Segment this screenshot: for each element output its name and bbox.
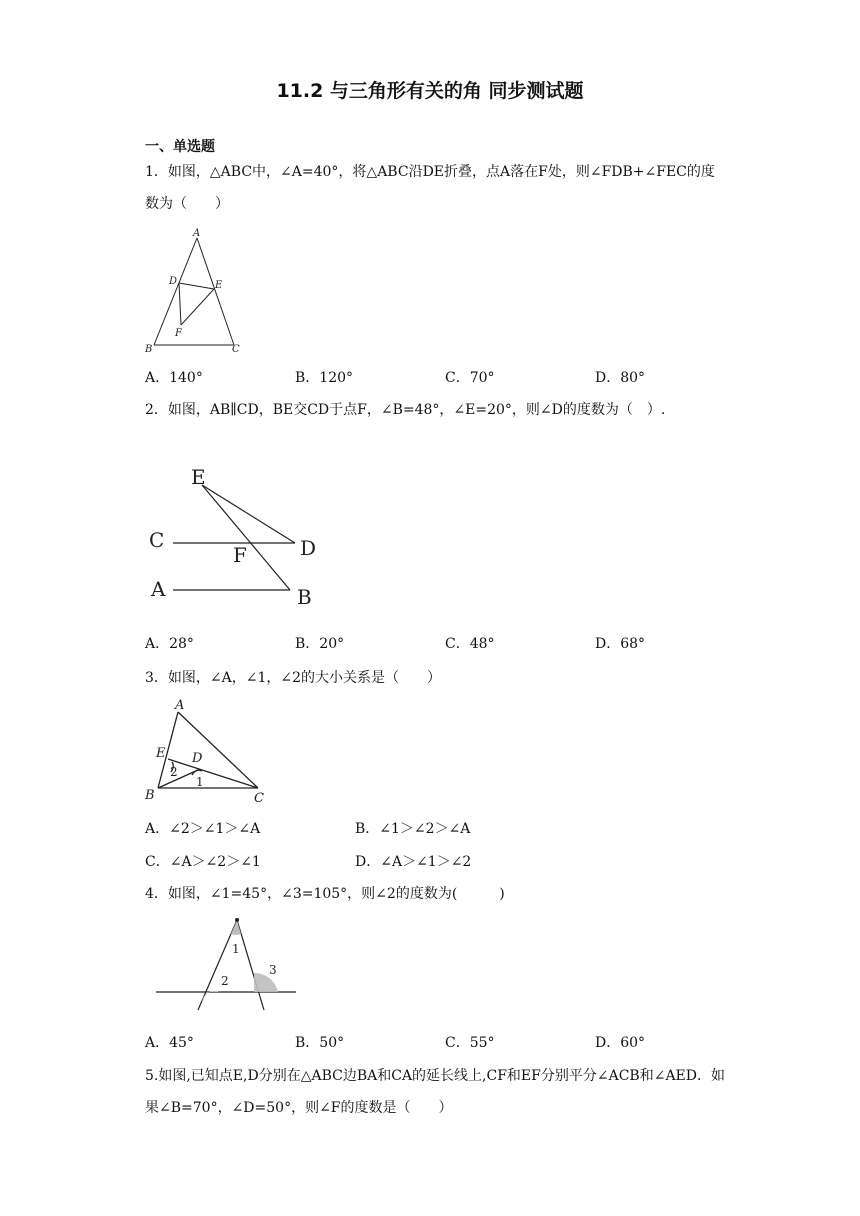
fig3-label-e: E (156, 746, 166, 761)
fig1-label-e: E (215, 280, 223, 291)
question-5-stem: 5.如图,已知点E,D分别在△ABC边BA和CA的延长线上,CF和EF分别平分∠ACB和∠AED．如果∠B=70°，∠D=50°，则∠F的度数是（ ） (145, 1068, 725, 1116)
fig2-label-f: F (233, 543, 247, 567)
q2-option-c: C．48° (445, 636, 495, 652)
fig2-label-c: C (149, 528, 165, 552)
fig3-label-1: 1 (196, 775, 204, 789)
q4-option-b: B．50° (295, 1035, 345, 1051)
fig4-label-1: 1 (232, 942, 240, 956)
fig4-label-2: 2 (221, 974, 229, 988)
q1-option-d: D．80° (595, 370, 646, 386)
q3-option-a: A．∠2＞∠1＞∠A (145, 821, 261, 837)
fig3-label-d: D (192, 751, 203, 766)
fig1-label-d: D (169, 276, 178, 287)
fig2-label-b: B (297, 585, 312, 609)
question-4-figure (150, 912, 310, 1024)
q1-option-c: C．70° (445, 370, 495, 386)
fig4-label-3: 3 (269, 963, 277, 977)
question-2-stem: 2．如图，AB∥CD，BE交CD于点F，∠B=48°，∠E=20°，则∠D的度数为（ ）. (145, 402, 666, 418)
q4-option-d: D．60° (595, 1035, 646, 1051)
q3-option-b: B．∠1＞∠2＞∠A (355, 821, 471, 837)
fig1-label-f: F (175, 328, 182, 339)
q1-option-b: B．120° (295, 370, 354, 386)
question-3-stem: 3．如图，∠A，∠1，∠2的大小关系是（ ） (145, 670, 442, 686)
question-2-figure (140, 460, 340, 610)
q2-option-d: D．68° (595, 636, 646, 652)
fig2-label-e: E (191, 465, 206, 489)
fig3-label-c: C (254, 791, 264, 806)
fig3-label-a: A (175, 698, 185, 713)
q1-option-a: A．140° (145, 370, 203, 386)
q4-option-c: C．55° (445, 1035, 495, 1051)
q2-option-b: B．20° (295, 636, 345, 652)
q4-option-a: A．45° (145, 1035, 194, 1051)
fig3-label-2: 2 (170, 765, 178, 779)
fig3-label-b: B (145, 788, 155, 803)
question-1-stem: 1．如图，△ABC中，∠A=40°，将△ABC沿DE折叠，点A落在F处，则∠FDB+∠FEC的度数为（ ） (145, 164, 715, 212)
q2-option-a: A．28° (145, 636, 194, 652)
q3-option-c: C．∠A＞∠2＞∠1 (145, 854, 261, 870)
page-title: 11.2 与三角形有关的角 同步测试题 (276, 80, 584, 102)
section-heading: 一、单选题 (145, 139, 215, 155)
question-1-figure (140, 226, 250, 356)
fig1-label-a: A (193, 228, 201, 239)
question-3-figure (140, 696, 280, 808)
fig1-label-b: B (145, 344, 153, 355)
fig1-label-c: C (232, 344, 240, 355)
question-4-stem: 4．如图，∠1=45°，∠3=105°，则∠2的度数为( ) (145, 886, 505, 902)
fig2-label-d: D (300, 536, 317, 560)
fig2-label-a: A (151, 577, 166, 601)
q3-option-d: D．∠A＞∠1＞∠2 (355, 854, 472, 870)
